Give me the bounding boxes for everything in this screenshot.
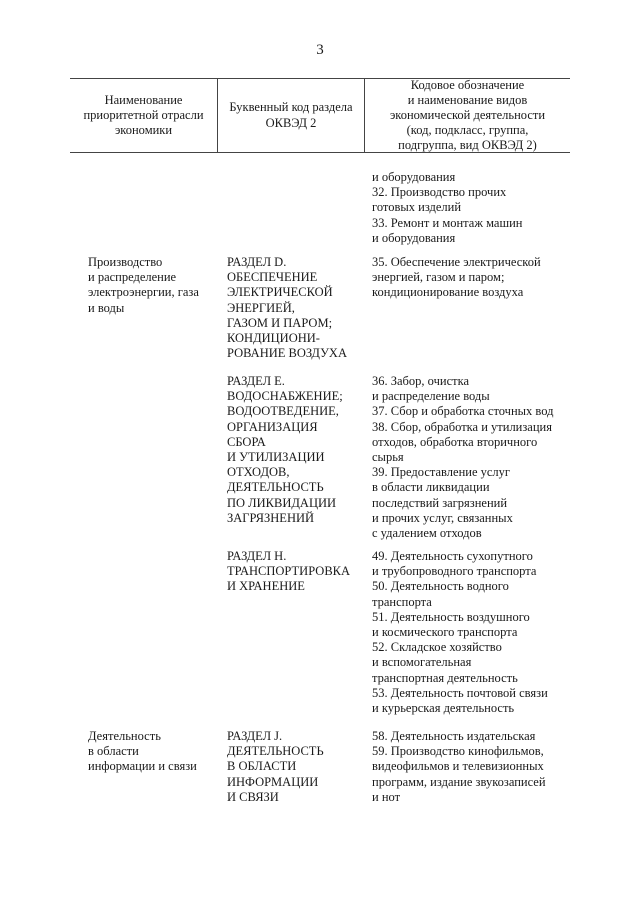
page-number: 3 — [316, 42, 324, 58]
table-row — [70, 255, 570, 365]
row-section: РАЗДЕЛ D. ОБЕСПЕЧЕНИЕ ЭЛЕКТРИЧЕСКОЙ ЭНЕРГИЕЙ, ГАЗОМ И ПАРОМ; КОНДИЦИОНИ- РОВАНИЕ ВОЗДУХА — [227, 255, 347, 361]
header-industry: Наименование приоритетной отрасли экономики — [70, 79, 218, 152]
row-section: РАЗДЕЛ Е. ВОДОСНАБЖЕНИЕ; ВОДООТВЕДЕНИЕ, ОРГАНИЗАЦИЯ СБОРА И УТИЛИЗАЦИИ ОТХОДОВ, ДЕЯТЕЛЬНОСТЬ ПО ЛИКВИДАЦИИ ЗАГРЯЗНЕНИЙ — [227, 374, 343, 525]
row-industry: Производство и распределение электроэнергии, газа и воды — [88, 255, 199, 315]
row-section: РАЗДЕЛ Н. ТРАНСПОРТИРОВКА И ХРАНЕНИЕ — [227, 549, 351, 594]
header-section-code: Буквенный код раздела ОКВЭД 2 — [218, 79, 365, 152]
row-activities: 35. Обеспечение электрической энергией, газом и паром; кондиционирование воздуха — [372, 255, 541, 300]
row-activities: 58. Деятельность издательская 59. Производство кинофильмов, видеофильмов и телевизионных программ, издание звукозаписей и нот — [372, 729, 546, 804]
row-industry: Деятельность в области информации и связи — [88, 729, 197, 774]
table-row — [70, 549, 570, 719]
table-row — [70, 170, 570, 250]
table-row — [70, 374, 570, 541]
row-activities: и оборудования 32. Производство прочих готовых изделий 33. Ремонт и монтаж машин и оборудования — [372, 170, 523, 245]
row-activities: 49. Деятельность сухопутного и трубопроводного транспорта 50. Деятельность водного транспорта 51. Деятельность воздушного и космического транспорта 52. Складское хозяйство и вспомогательная транспортная деятельность 53. Деятельность почтовой связи и курьерская деятельность — [372, 549, 548, 716]
row-activities: 36. Забор, очистка и распределение воды 37. Сбор и обработка сточных вод 38. Сбор, обработка и утилизация отходов, обработка вторичного сырья 39. Предоставление услуг в области ликвидации последствий загрязнений и прочих услуг, связанных с удалением отходов — [372, 374, 554, 541]
table-header — [70, 79, 570, 152]
okved-table — [70, 78, 570, 153]
table-row — [70, 729, 570, 819]
row-section: РАЗДЕЛ J. ДЕЯТЕЛЬНОСТЬ В ОБЛАСТИ ИНФОРМАЦИИ И СВЯЗИ — [227, 729, 324, 804]
header-activity-codes: Кодовое обозначение и наименование видов экономической деятельности (код, подкласс, группа, подгруппа, вид ОКВЭД 2) — [389, 77, 546, 153]
